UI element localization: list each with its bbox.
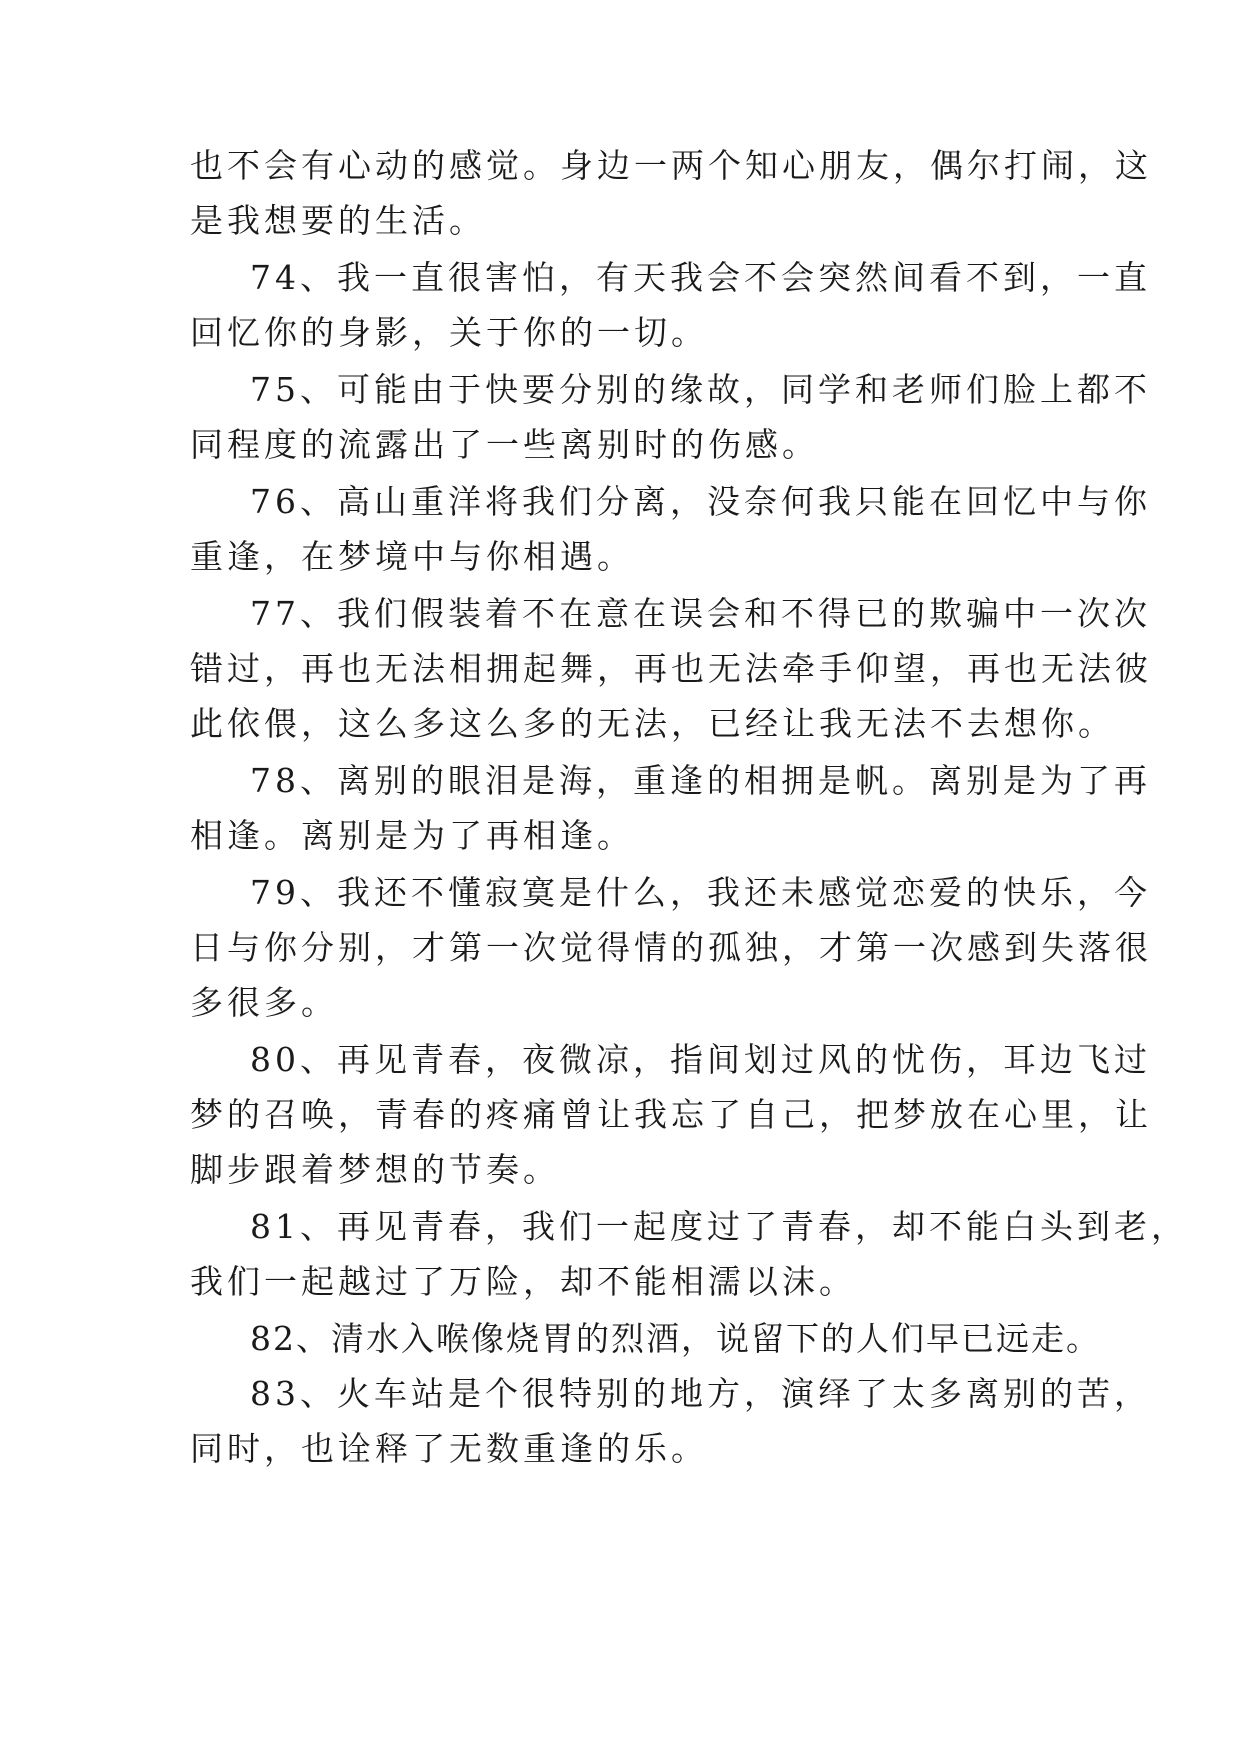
text-line: 75、可能由于快要分别的缘故，同学和老师们脸上都不	[250, 370, 1151, 409]
text-line: 多很多。	[190, 983, 338, 1022]
text-line: 梦的召唤，青春的疼痛曾让我忘了自己，把梦放在心里，让	[190, 1095, 1152, 1134]
text-line: 错过，再也无法相拥起舞，再也无法牵手仰望，再也无法彼	[190, 649, 1152, 688]
text-line: 日与你分别，才第一次觉得情的孤独，才第一次感到失落很	[190, 928, 1152, 967]
text-line: 我们一起越过了万险，却不能相濡以沫。	[190, 1262, 856, 1301]
text-line: 同时，也诠释了无数重逢的乐。	[190, 1429, 708, 1468]
text-line: 也不会有心动的感觉。身边一两个知心朋友，偶尔打闹，这	[190, 146, 1152, 185]
text-line: 76、高山重洋将我们分离，没奈何我只能在回忆中与你	[250, 482, 1151, 521]
text-line: 此依偎，这么多这么多的无法，已经让我无法不去想你。	[190, 704, 1115, 743]
text-line: 80、再见青春，夜微凉，指间划过风的忧伤，耳边飞过	[250, 1040, 1151, 1079]
text-line: 相逢。离别是为了再相逢。	[190, 816, 634, 855]
text-line: 83、火车站是个很特别的地方，演绎了太多离别的苦，	[250, 1374, 1151, 1413]
text-line: 77、我们假装着不在意在误会和不得已的欺骗中一次次	[250, 594, 1151, 633]
text-line: 82、清水入喉像烧胃的烈酒，说留下的人们早已远走。	[250, 1319, 1101, 1358]
text-line: 78、离别的眼泪是海，重逢的相拥是帆。离别是为了再	[250, 761, 1151, 800]
text-line: 重逢，在梦境中与你相遇。	[190, 537, 634, 576]
text-line: 81、再见青春，我们一起度过了青春，却不能白头到老，	[250, 1207, 1188, 1246]
text-line: 74、我一直很害怕，有天我会不会突然间看不到，一直	[250, 258, 1151, 297]
text-line: 79、我还不懂寂寞是什么，我还未感觉恋爱的快乐，今	[250, 873, 1151, 912]
text-line: 回忆你的身影，关于你的一切。	[190, 313, 708, 352]
text-line: 是我想要的生活。	[190, 201, 486, 240]
text-line: 脚步跟着梦想的节奏。	[190, 1150, 560, 1189]
text-line: 同程度的流露出了一些离别时的伤感。	[190, 425, 819, 464]
